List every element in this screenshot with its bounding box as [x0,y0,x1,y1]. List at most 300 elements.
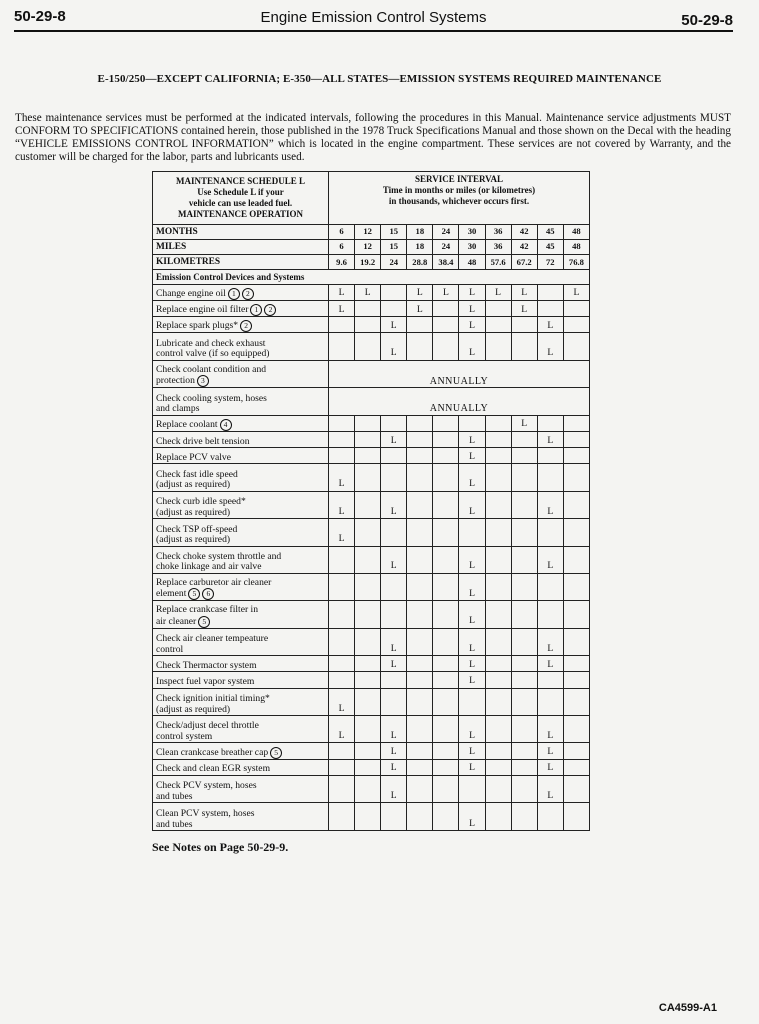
operation-label [153,519,329,546]
interval-cell [381,803,407,831]
figure-code: CA4599-A1 [658,1002,717,1014]
interval-cell [329,431,355,447]
interval-cell [511,491,537,518]
interval-cell [355,688,381,715]
operation-label [153,491,329,518]
interval-cell: L [329,716,355,743]
interval-cell [511,333,537,360]
interval-cell: L [381,775,407,802]
operation-text: Check fast idle speed [156,468,238,480]
operation-label [153,431,329,447]
operation-text: Check Thermactor system [156,659,257,671]
interval-row [153,255,590,270]
interval-value: 36 [485,224,511,239]
table-row [153,300,590,316]
operation-label [153,360,329,387]
interval-value: 24 [433,224,459,239]
interval-cell [407,573,433,600]
interval-cell [537,803,563,831]
interval-cell [433,656,459,672]
interval-cell [537,448,563,464]
interval-cell [329,546,355,573]
operation-label [153,333,329,360]
interval-value: 28.8 [407,255,433,270]
interval-cell: L [537,333,563,360]
interval-cell [381,573,407,600]
interval-desc-2: in thousands, whichever occurs first. [388,196,530,206]
interval-cell [381,688,407,715]
interval-cell [355,628,381,655]
interval-cell: L [329,519,355,546]
table-row [153,491,590,518]
interval-cell [407,688,433,715]
interval-cell [329,333,355,360]
interval-row-label: KILOMETRES [153,255,329,270]
interval-cell [407,759,433,775]
interval-cell [355,573,381,600]
interval-cell: L [485,284,511,300]
interval-cell [355,431,381,447]
operation-text: Check cooling system, hoses [156,392,267,404]
annually-cell: ANNUALLY [329,388,590,415]
interval-cell [355,716,381,743]
operation-text: and clamps [156,403,200,415]
schedule-usage: Use Schedule L if your [197,186,284,197]
operation-text: (adjust as required) [156,479,231,491]
interval-cell [459,775,485,802]
interval-cell [563,519,589,546]
interval-value: 19.2 [355,255,381,270]
interval-cell [433,775,459,802]
operation-label [153,672,329,688]
interval-cell: L [537,716,563,743]
schedule-title: MAINTENANCE SCHEDULE L [175,175,306,186]
operation-header [153,172,329,225]
interval-cell [485,775,511,802]
operation-text: Check PCV system, hoses [156,780,257,792]
interval-cell [355,464,381,491]
interval-cell [563,803,589,831]
interval-cell [329,448,355,464]
interval-value: 12 [355,240,381,255]
interval-cell [407,546,433,573]
header-rule [14,30,733,32]
interval-value: 15 [381,240,407,255]
interval-cell: L [459,431,485,447]
interval-cell [407,601,433,628]
interval-value: 57.6 [485,255,511,270]
interval-cell: L [459,300,485,316]
operation-text: Check coolant condition and [156,363,267,375]
interval-value: 72 [537,255,563,270]
interval-cell: L [381,546,407,573]
interval-cell: L [511,300,537,316]
interval-cell [563,573,589,600]
interval-cell [485,519,511,546]
interval-cell [511,628,537,655]
operation-label [153,601,329,628]
interval-cell [563,491,589,518]
interval-value: 6 [329,240,355,255]
interval-cell [485,333,511,360]
interval-row [153,224,590,239]
table-row [153,519,590,546]
interval-cell [381,464,407,491]
interval-cell [433,672,459,688]
interval-cell [355,546,381,573]
note-reference-circle: 4 [220,419,232,431]
operation-text: and tubes [156,790,193,802]
interval-desc-1: Time in months or miles (or kilometres) [382,185,536,195]
interval-cell [355,656,381,672]
interval-cell [485,464,511,491]
interval-cell [485,672,511,688]
note-reference-circle: 5 [270,747,282,759]
interval-cell [407,448,433,464]
interval-cell: L [459,464,485,491]
interval-cell [381,672,407,688]
interval-cell: L [459,284,485,300]
interval-cell [329,803,355,831]
page-number-right: 50-29-8 [681,12,733,29]
interval-cell: L [459,672,485,688]
interval-cell [537,601,563,628]
interval-cell: L [537,743,563,759]
interval-cell [407,775,433,802]
interval-cell [433,628,459,655]
interval-cell [485,448,511,464]
interval-cell [511,759,537,775]
operation-text: (adjust as required) [156,506,231,518]
table-row [153,464,590,491]
operation-label [153,388,329,415]
note-reference-circle: 6 [202,588,214,600]
interval-cell [563,628,589,655]
interval-cell: L [329,464,355,491]
interval-cell: L [355,284,381,300]
interval-cell [511,573,537,600]
interval-cell [433,688,459,715]
operation-label [153,759,329,775]
operation-text: Check curb idle speed* [156,496,246,508]
interval-value: 76.8 [563,255,589,270]
interval-cell [355,448,381,464]
operation-text: control valve (if so equipped) [156,348,270,360]
interval-cell: L [381,656,407,672]
interval-cell [511,672,537,688]
interval-cell: L [537,317,563,333]
interval-header [329,172,590,225]
interval-cell: L [537,431,563,447]
table-row [153,360,590,387]
interval-cell [407,431,433,447]
maintenance-schedule-table [152,171,590,831]
note-reference-circle: 5 [188,588,200,600]
interval-cell [407,672,433,688]
interval-cell [563,546,589,573]
note-reference-circle: 2 [264,304,276,316]
interval-cell [537,300,563,316]
interval-cell [485,716,511,743]
operation-text: control [156,643,184,655]
interval-cell: L [459,743,485,759]
interval-cell [433,573,459,600]
operation-text: Replace crankcase filter in [156,604,259,616]
interval-cell [381,601,407,628]
interval-cell [407,803,433,831]
interval-cell [433,491,459,518]
table-row [153,573,590,600]
operation-label [153,448,329,464]
interval-cell: L [459,491,485,518]
interval-cell [329,759,355,775]
interval-cell [511,688,537,715]
interval-cell [433,601,459,628]
interval-cell [329,656,355,672]
interval-cell [485,415,511,431]
interval-cell: L [459,333,485,360]
interval-cell [433,716,459,743]
interval-cell [485,803,511,831]
interval-cell [485,743,511,759]
interval-cell: L [381,431,407,447]
operation-text: Lubricate and check exhaust [156,337,266,349]
operation-label [153,300,329,316]
interval-cell [381,415,407,431]
interval-value: 38.4 [433,255,459,270]
section-subtitle: E-150/250—EXCEPT CALIFORNIA; E-350—ALL STATES—EMISSION SYSTEMS REQUIRED MAINTENANCE [97,73,662,85]
operation-text: Change engine oil [156,287,226,299]
interval-cell [381,519,407,546]
interval-row [153,240,590,255]
table-row [153,415,590,431]
interval-cell: L [381,333,407,360]
interval-cell [459,688,485,715]
interval-cell [563,300,589,316]
interval-cell [563,317,589,333]
interval-row-label: MONTHS [153,224,329,239]
operation-label [153,284,329,300]
operation-text: Clean PCV system, hoses [156,808,255,819]
interval-cell [511,519,537,546]
interval-cell: L [381,759,407,775]
interval-cell [511,775,537,802]
interval-cell [537,415,563,431]
interval-value: 18 [407,224,433,239]
interval-cell [537,464,563,491]
interval-cell: L [537,759,563,775]
interval-cell [563,601,589,628]
table-header-row [153,172,590,225]
interval-cell [433,300,459,316]
interval-cell [329,317,355,333]
interval-cell [407,519,433,546]
interval-cell [563,448,589,464]
interval-cell [355,491,381,518]
table-row [153,688,590,715]
interval-cell [563,464,589,491]
operation-text: Replace spark plugs* [156,320,239,332]
interval-value: 45 [537,240,563,255]
operation-text: Replace coolant [156,418,218,430]
interval-cell [329,601,355,628]
table-row [153,672,590,688]
interval-value: 36 [485,240,511,255]
operation-label [153,464,329,491]
interval-cell [563,716,589,743]
interval-cell: L [459,803,485,831]
interval-cell [485,628,511,655]
operation-text: Check ignition initial timing* [156,693,270,704]
interval-value: 6 [329,224,355,239]
interval-cell: L [537,775,563,802]
interval-cell [355,415,381,431]
annually-cell: ANNUALLY [329,360,590,387]
interval-cell [329,415,355,431]
interval-cell [407,317,433,333]
interval-cell [485,688,511,715]
interval-cell [511,448,537,464]
note-reference-circle: 1 [228,288,240,300]
interval-cell: L [407,300,433,316]
interval-cell [485,759,511,775]
page-header [14,6,733,30]
interval-cell [563,672,589,688]
table-row [153,448,590,464]
operation-label [153,573,329,600]
interval-value: 48 [563,224,589,239]
interval-cell [433,431,459,447]
table-row [153,775,590,802]
operation-text: (adjust as required) [156,703,231,715]
interval-cell [355,300,381,316]
interval-value: 18 [407,240,433,255]
interval-cell [563,656,589,672]
interval-cell [563,415,589,431]
operation-text: Inspect fuel vapor system [156,676,255,688]
interval-cell: L [459,628,485,655]
interval-value: 30 [459,240,485,255]
interval-cell [407,491,433,518]
interval-cell [563,743,589,759]
interval-cell: L [459,448,485,464]
interval-cell [511,601,537,628]
interval-cell: L [329,491,355,518]
operation-label [153,317,329,333]
interval-cell [485,573,511,600]
interval-value: 48 [563,240,589,255]
operation-text: Clean crankcase breather cap [156,746,269,758]
interval-cell: L [329,688,355,715]
interval-cell [329,672,355,688]
interval-cell: L [459,716,485,743]
interval-value: 12 [355,224,381,239]
interval-cell: L [381,743,407,759]
interval-cell [433,759,459,775]
interval-cell [381,284,407,300]
interval-cell [537,573,563,600]
interval-cell [355,672,381,688]
interval-cell: L [381,716,407,743]
interval-value: 67.2 [511,255,537,270]
interval-cell [511,743,537,759]
interval-cell [355,743,381,759]
operation-text: Check air cleaner tempeature [156,633,269,645]
interval-value: 30 [459,224,485,239]
operation-text: protection [156,375,195,387]
interval-cell: L [381,491,407,518]
interval-cell: L [329,284,355,300]
table-row [153,388,590,415]
interval-cell [433,464,459,491]
interval-cell [485,317,511,333]
operation-label [153,775,329,802]
interval-value: 15 [381,224,407,239]
interval-cell [329,775,355,802]
interval-cell: L [459,601,485,628]
operation-text: Check drive belt tension [156,435,250,447]
operation-label [153,803,329,831]
interval-cell: L [381,317,407,333]
note-reference-circle: 5 [198,616,210,628]
interval-value: 42 [511,224,537,239]
interval-value: 9.6 [329,255,355,270]
interval-cell: L [511,415,537,431]
operation-text: control system [156,730,213,742]
interval-cell: L [459,656,485,672]
operation-column-title: MAINTENANCE OPERATION [177,208,304,219]
interval-cell [381,448,407,464]
interval-cell [407,716,433,743]
operation-text: and tubes [156,818,193,830]
interval-value: 48 [459,255,485,270]
interval-cell [433,803,459,831]
interval-cell [433,333,459,360]
operation-text: Check/adjust decel throttle [156,720,259,732]
interval-value: 42 [511,240,537,255]
operation-text: element [156,588,187,600]
note-reference-circle: 2 [242,288,254,300]
interval-cell [563,688,589,715]
interval-cell [433,519,459,546]
operation-text: choke linkage and air valve [156,561,262,573]
interval-cell [537,519,563,546]
interval-cell [433,448,459,464]
interval-cell [563,775,589,802]
operation-label [153,716,329,743]
interval-cell: L [459,317,485,333]
interval-cell: L [459,546,485,573]
interval-cell [485,656,511,672]
interval-cell [407,628,433,655]
interval-cell [459,415,485,431]
interval-cell [355,333,381,360]
interval-cell [355,519,381,546]
interval-cell [433,743,459,759]
interval-cell [511,431,537,447]
operation-label [153,415,329,431]
interval-cell [355,775,381,802]
interval-cell [537,284,563,300]
note-reference-circle: 3 [197,375,209,387]
operation-text: Replace carburetor air cleaner [156,576,272,588]
interval-cell [485,431,511,447]
interval-cell [511,803,537,831]
interval-cell: L [381,628,407,655]
interval-value: 24 [433,240,459,255]
operation-text: Replace PCV valve [156,451,231,463]
table-row [153,716,590,743]
